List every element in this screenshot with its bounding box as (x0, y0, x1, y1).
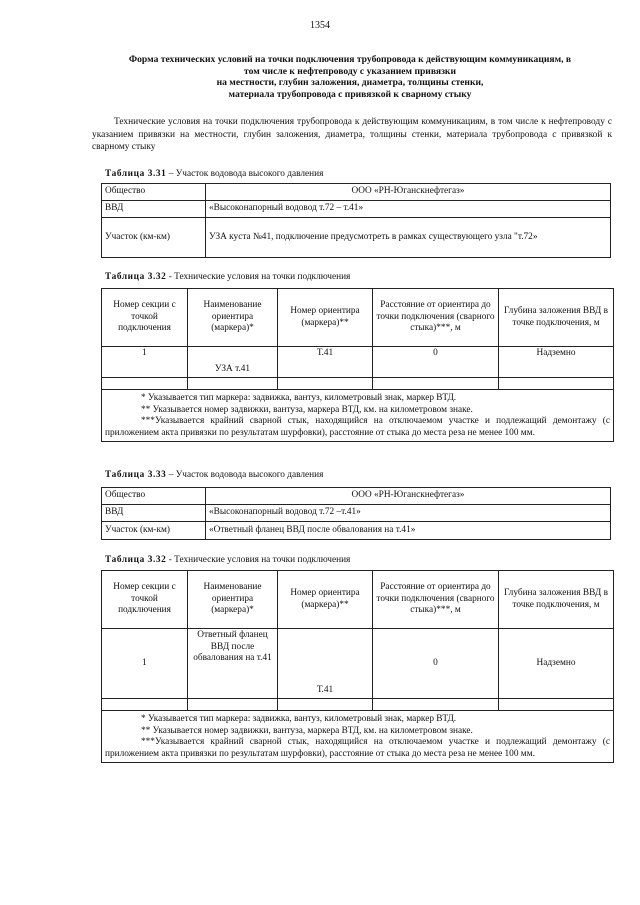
table-row (102, 629, 614, 699)
header-section: Номер секции с точкой подключения (102, 571, 188, 629)
table-3-32-second (101, 570, 614, 763)
table-header-row (102, 571, 614, 629)
cell-marker-number: Т.41 (278, 629, 373, 699)
row-label: ВВД (102, 201, 206, 218)
title-line-4: материала трубопровода с привязкой к сварному стыку (228, 89, 472, 101)
notes-row (102, 390, 614, 442)
cell-distance: 0 (373, 629, 499, 699)
row-value: ООО «РН-Юганскнефтегаз» (206, 184, 611, 201)
notes-cell (102, 711, 614, 763)
empty-cell (188, 699, 278, 711)
table-header-row (102, 289, 614, 347)
document-title (90, 54, 610, 101)
intro-paragraph: Технические условия на точки подключения трубопровода к действующим коммуникациям, в том числе к нефтепроводу с указанием привязки на местности, глубин заложения, диаметра, толщины стенки, материала трубопровода с привязкой к сварному стыку (92, 117, 612, 153)
cell-section: 1 (102, 629, 188, 699)
empty-cell (102, 378, 188, 390)
empty-cell (499, 378, 614, 390)
row-label: Общество (102, 184, 206, 201)
table-row (102, 347, 614, 378)
title-line-2: том числе к нефтепроводу с указанием привязки (244, 65, 456, 77)
row-value: «Высоконапорный водовод т.72 –т.41» (206, 505, 611, 522)
note-3: ***Указывается крайний сварной стык, находящийся на отключаемом участке и подлежащий демонтажу (с приложением акта привязки по результатам шурфовки), расстояние от стыка до места реза не менее 100 мм. (105, 737, 610, 759)
header-marker-name: Наименование ориентира (маркера)* (188, 289, 278, 347)
cell-depth: Надземно (499, 629, 614, 699)
row-value: «Ответный фланец ВВД после обвалования на т.41» (206, 522, 611, 540)
caption-number: Таблица 3.31 (105, 169, 167, 179)
table-row (102, 505, 611, 522)
empty-cell (278, 699, 373, 711)
note-1: * Указывается тип маркера: задвижка, вантуз, километровый знак, маркер ВТД. (141, 714, 457, 724)
caption-text: – Участок водовода высокого давления (166, 470, 324, 480)
table-row (102, 699, 614, 711)
table-3-32-caption-second (105, 555, 350, 567)
caption-number: Таблица 3.32 (105, 272, 167, 282)
cell-marker-name: УЗА т.41 (188, 347, 278, 378)
header-section: Номер секции с точкой подключения (102, 289, 188, 347)
empty-cell (373, 699, 499, 711)
cell-marker-name: Ответный фланец ВВД после обвалования на т.41 (188, 629, 278, 699)
caption-text: – Участок водовода высокого давления (166, 169, 324, 179)
table-row (102, 184, 611, 201)
note-1: * Указывается тип маркера: задвижка, вантуз, километровый знак, маркер ВТД. (141, 393, 457, 403)
caption-text: - Технические условия на точки подключения (166, 555, 351, 565)
notes-cell (102, 390, 614, 442)
table-3-32-first (101, 288, 614, 442)
row-label: Участок (км-км) (102, 218, 206, 258)
empty-cell (373, 378, 499, 390)
page-number: 1354 (310, 20, 330, 31)
table-3-31 (101, 183, 611, 258)
empty-cell (102, 699, 188, 711)
cell-marker-number: Т.41 (278, 347, 373, 378)
table-row (102, 218, 611, 258)
note-2: ** Указывается номер задвижки, вантуза, маркера ВТД, км. на километровом знаке. (141, 404, 473, 415)
empty-cell (499, 699, 614, 711)
caption-number: Таблица 3.32 (105, 555, 167, 565)
header-marker-number: Номер ориентира (маркера)** (278, 571, 373, 629)
row-label: ВВД (102, 505, 206, 522)
empty-cell (278, 378, 373, 390)
header-marker-name: Наименование ориентира (маркера)* (188, 571, 278, 629)
row-label: Общество (102, 488, 206, 505)
notes-row (102, 711, 614, 763)
header-depth: Глубина заложения ВВД в точке подключения, м (499, 289, 614, 347)
title-line-1: Форма технических условий на точки подключения трубопровода к действующим коммуникациям, в (128, 54, 572, 65)
cell-section: 1 (102, 347, 188, 378)
table-3-32-caption (105, 272, 350, 284)
table-row (102, 488, 611, 505)
header-marker-number: Номер ориентира (маркера)** (278, 289, 373, 347)
table-row (102, 378, 614, 390)
cell-depth: Надземно (499, 347, 614, 378)
note-2: ** Указывается номер задвижки, вантуза, маркера ВТД, км. на километровом знаке. (141, 725, 473, 736)
table-row (102, 201, 611, 218)
header-distance: Расстояние от ориентира до точки подключения (сварного стыка)***, м (373, 571, 499, 629)
title-line-3: на местности, глубин заложения, диаметра, толщины стенки, (216, 77, 484, 89)
note-3: ***Указывается крайний сварной стык, находящийся на отключаемом участке и подлежащий демонтажу (с приложением акта привязки по результатам шурфовки), расстояние от стыка до места реза не менее 100 мм. (105, 416, 610, 438)
table-3-33 (101, 487, 611, 540)
row-value: «Высоконапорный водовод т.72 – т.41» (206, 201, 611, 218)
empty-cell (188, 378, 278, 390)
row-value: УЗА куста №41, подключение предусмотреть в рамках существующего узла "т.72» (206, 218, 611, 258)
cell-distance: 0 (373, 347, 499, 378)
table-3-33-caption (105, 470, 323, 482)
table-3-31-caption (105, 169, 323, 181)
caption-number: Таблица 3.33 (105, 470, 167, 480)
header-depth: Глубина заложения ВВД в точке подключения, м (499, 571, 614, 629)
caption-text: - Технические условия на точки подключения (166, 272, 351, 282)
header-distance: Расстояние от ориентира до точки подключения (сварного стыка)***, м (373, 289, 499, 347)
table-row (102, 522, 611, 540)
row-label: Участок (км-км) (102, 522, 206, 540)
row-value: ООО «РН-Юганскнефтегаз» (206, 488, 611, 505)
